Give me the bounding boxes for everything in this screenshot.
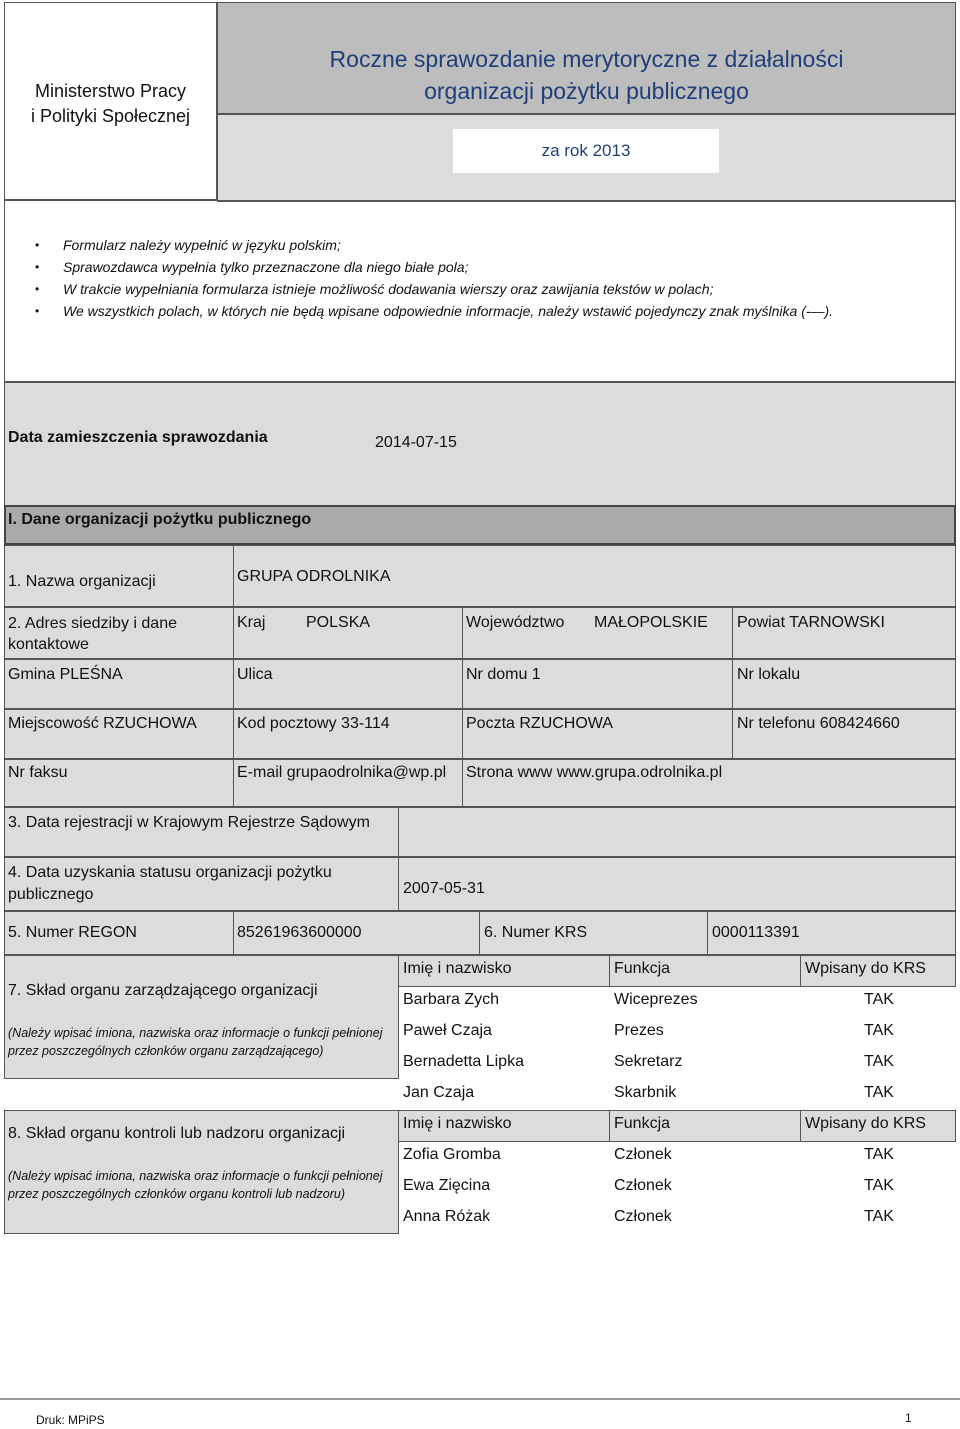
section1-title: I. Dane organizacji pożytku publicznego bbox=[8, 511, 312, 528]
krs-value: 0000113391 bbox=[712, 924, 800, 941]
board-row-name: Paweł Czaja bbox=[403, 1022, 492, 1039]
krs-reg-value-cell bbox=[398, 807, 956, 857]
control-row-name: Ewa Zięcina bbox=[403, 1177, 491, 1194]
title-box bbox=[217, 2, 956, 114]
ministry-box bbox=[4, 2, 217, 200]
title-line1: Roczne sprawozdanie merytoryczne z działalności bbox=[329, 46, 844, 72]
page-number: 1 bbox=[905, 1411, 912, 1425]
control-header-function: Funkcja bbox=[614, 1115, 671, 1132]
control-row-krs: TAK bbox=[864, 1208, 894, 1225]
ulica: Ulica bbox=[237, 666, 273, 683]
instruction-item: • Sprawozdawca wypełnia tylko przeznaczone dla niego białe pola; bbox=[5, 256, 833, 278]
board-row-function: Wiceprezes bbox=[614, 991, 698, 1008]
instruction-item: • Formularz należy wypełnić w języku polskim; bbox=[5, 234, 833, 256]
www: Strona www www.grupa.odrolnika.pl bbox=[466, 764, 723, 781]
control-label: 8. Skład organu kontroli lub nadzoru organizacji bbox=[8, 1125, 346, 1142]
opp-label: 4. Data uzyskania statusu organizacji pożytku publicznego bbox=[8, 864, 332, 903]
control-header-name: Imię i nazwisko bbox=[403, 1115, 512, 1132]
telefon: Nr telefonu 608424660 bbox=[737, 715, 900, 732]
email: E-mail grupaodrolnika@wp.pl bbox=[237, 764, 447, 781]
krs-label: 6. Numer KRS bbox=[484, 924, 588, 941]
miejscowosc: Miejscowość RZUCHOWA bbox=[8, 715, 197, 732]
regon-label: 5. Numer REGON bbox=[8, 924, 137, 941]
board-note: (Należy wpisać imiona, nazwiska oraz informacje o funkcji pełnionej przez poszczególnych członków organu zarządzającego) bbox=[8, 1026, 383, 1058]
board-row-krs: TAK bbox=[864, 1053, 894, 1070]
report-year: za rok 2013 bbox=[453, 129, 719, 173]
org-name-value: GRUPA ODROLNIKA bbox=[237, 568, 391, 585]
opp-value: 2007-05-31 bbox=[403, 880, 485, 897]
board-row-function: Skarbnik bbox=[614, 1084, 677, 1101]
board-label-cell bbox=[4, 955, 399, 1079]
board-row-name: Bernadetta Lipka bbox=[403, 1053, 524, 1070]
woj-value: MAŁOPOLSKIE bbox=[594, 614, 708, 631]
board-header-function: Funkcja bbox=[614, 960, 671, 977]
nr-domu: Nr domu 1 bbox=[466, 666, 541, 683]
instructions-box bbox=[4, 200, 956, 382]
kraj-value: POLSKA bbox=[306, 614, 371, 631]
board-row-function: Sekretarz bbox=[614, 1053, 683, 1070]
publication-label: Data zamieszczenia sprawozdania bbox=[8, 429, 268, 446]
instruction-item: • W trakcie wypełniania formularza istnieje możliwość dodawania wierszy oraz zawijania tekstów w polach; bbox=[5, 278, 833, 300]
control-note: (Należy wpisać imiona, nazwiska oraz informacje o funkcji pełnionej przez poszczególnych członków organu kontroli lub nadzoru) bbox=[8, 1169, 383, 1201]
ministry-line1: Ministerstwo Pracy bbox=[34, 81, 187, 101]
board-header-name: Imię i nazwisko bbox=[403, 960, 512, 977]
instruction-item: • We wszystkich polach, w których nie będą wpisane odpowiednie informacje, należy wstawić pojedynczy znak myślnika (-—). bbox=[5, 300, 833, 322]
publication-date: 2014-07-15 bbox=[375, 434, 457, 451]
board-row-krs: TAK bbox=[864, 991, 894, 1008]
board-row-function: Prezes bbox=[614, 1022, 664, 1039]
board-label: 7. Skład organu zarządzającego organizacji bbox=[8, 982, 318, 999]
poczta: Poczta RZUCHOWA bbox=[466, 715, 613, 732]
footer-print: Druk: MPiPS bbox=[36, 1413, 105, 1427]
board-row-name: Barbara Zych bbox=[403, 991, 500, 1008]
control-header-krs: Wpisany do KRS bbox=[805, 1115, 926, 1132]
kraj-label: Kraj bbox=[237, 614, 266, 631]
nr-lokalu: Nr lokalu bbox=[737, 666, 801, 683]
control-row-name: Anna Różak bbox=[403, 1208, 491, 1225]
gmina: Gmina PLEŚNA bbox=[8, 666, 123, 683]
kod-pocztowy: Kod pocztowy 33-114 bbox=[237, 715, 390, 732]
control-row-function: Członek bbox=[614, 1208, 672, 1225]
board-row-name: Jan Czaja bbox=[403, 1084, 475, 1101]
faks: Nr faksu bbox=[8, 764, 68, 781]
board-header-krs: Wpisany do KRS bbox=[805, 960, 926, 977]
control-row-function: Członek bbox=[614, 1177, 672, 1194]
instructions-list bbox=[5, 234, 833, 322]
control-row-krs: TAK bbox=[864, 1146, 894, 1163]
org-name-label: 1. Nazwa organizacji bbox=[8, 573, 156, 590]
control-row-name: Zofia Gromba bbox=[403, 1146, 501, 1163]
woj-label: Województwo bbox=[466, 614, 565, 631]
krs-registration-label: 3. Data rejestracji w Krajowym Rejestrze Sądowym bbox=[8, 814, 370, 831]
address-label: 2. Adres siedziby i dane kontaktowe bbox=[8, 615, 177, 653]
powiat-value: Powiat TARNOWSKI bbox=[737, 614, 885, 631]
control-row-krs: TAK bbox=[864, 1177, 894, 1194]
board-row-krs: TAK bbox=[864, 1084, 894, 1101]
footer-divider bbox=[0, 1398, 960, 1400]
regon-value: 85261963600000 bbox=[237, 924, 362, 941]
ministry-line2: i Polityki Społecznej bbox=[30, 106, 191, 126]
title-line2: organizacji pożytku publicznego bbox=[424, 78, 749, 104]
control-row-function: Członek bbox=[614, 1146, 672, 1163]
board-row-krs: TAK bbox=[864, 1022, 894, 1039]
